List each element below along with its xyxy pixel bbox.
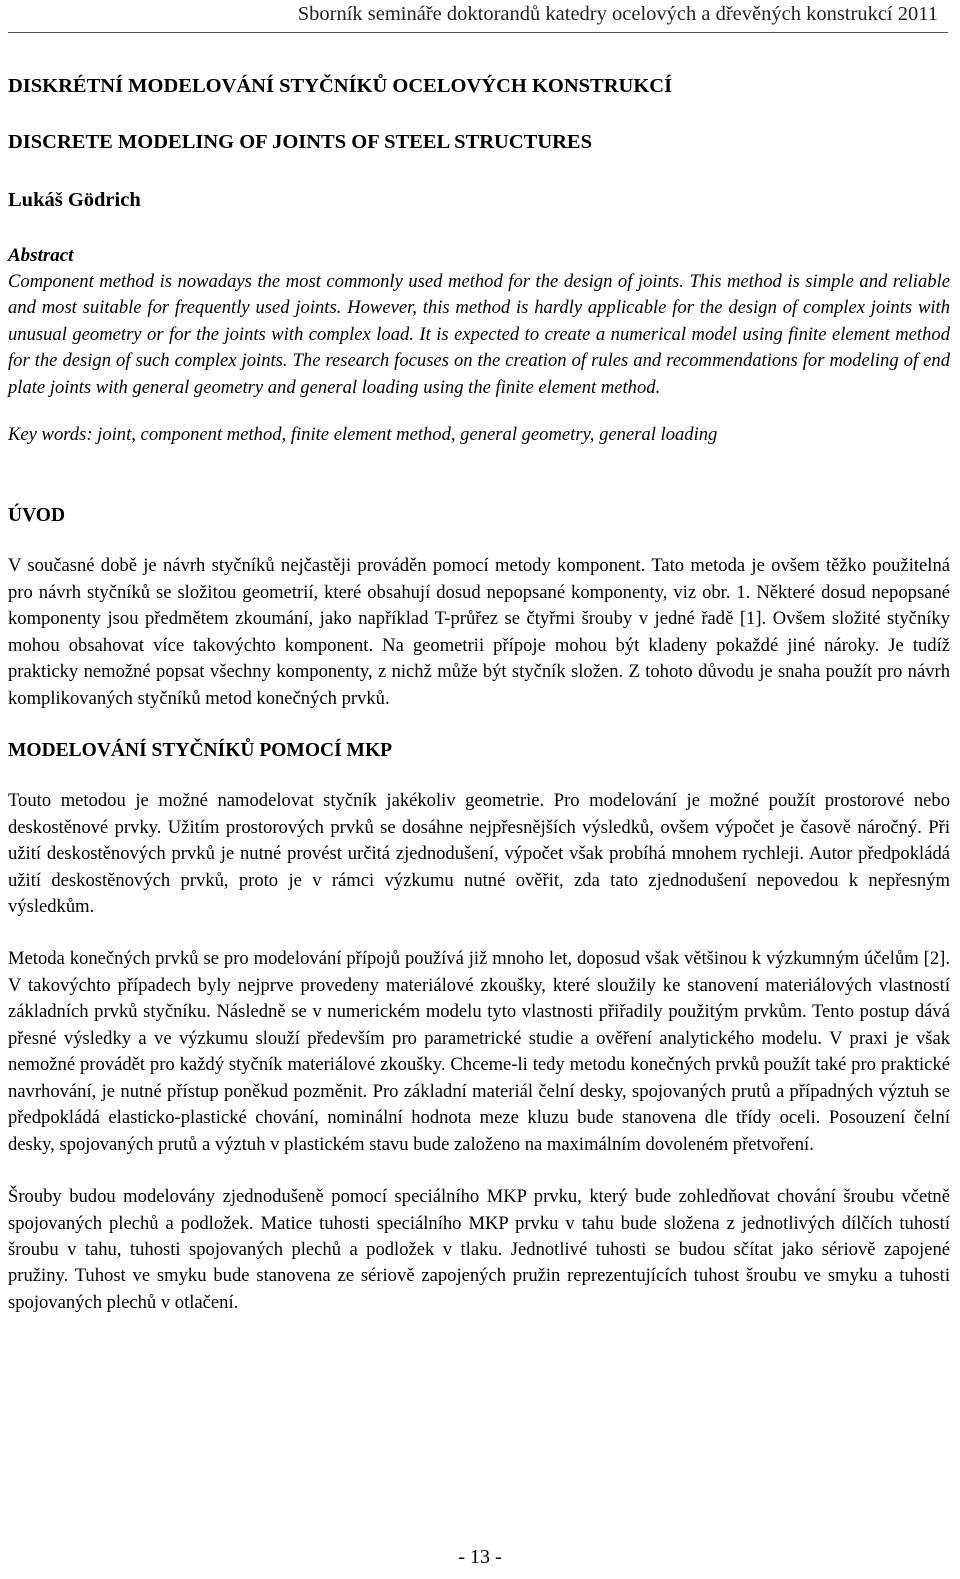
author-name: Lukáš Gödrich <box>8 189 141 211</box>
abstract-text: Component method is nowadays the most commonly used method for the design of joints. This method is simple and reliable and most suitable for frequently used joints. However, this method is hardly applicable for the design of complex joints with unusual geometry or for the joints with complex load. It is expected to create a numerical model using finite element method for the design of such complex joints. The research focuses on the creation of rules and recommendations for modeling of end plate joints with general geometry and general loading using the finite element method. <box>8 271 950 398</box>
running-header: Sborník semináře doktorandů katedry ocelových a dřevěných konstrukcí 2011 <box>297 3 938 25</box>
paragraph-uvod: V současné době je návrh styčníků nejčastěji prováděn pomocí metody komponent. Tato metoda je ovšem těžko použitelná pro návrh styčníků se složitou geometrií, které obsahují dosud nepopsané komponenty, viz obr. 1. Některé dosud nepopsané komponenty jsou předmětem zkoumání, jako například T-průřez se čtyřmi šrouby v jedné řadě [1]. Ovšem složité styčníky mohou obsahovat více takovýchto komponent. Na geometrii přípoje mohou být kladeny pokaždé jiné nároky. Je tudíž prakticky nemožné popsat všechny komponenty, z nichž může být styčník složen. Z tohoto důvodu je snaha použít pro návrh komplikovaných styčníků metod konečných prvků. <box>8 555 950 709</box>
article-title-czech: DISKRÉTNÍ MODELOVÁNÍ STYČNÍKŮ OCELOVÝCH KONSTRUKCÍ <box>8 75 673 97</box>
keywords: Key words: joint, component method, finite element method, general geometry, general loading <box>8 424 718 446</box>
page-number: - 13 - <box>458 1546 502 1568</box>
header-rule <box>8 32 948 33</box>
paragraph-mkp-3: Šrouby budou modelovány zjednodušeně pomocí speciálního MKP prvku, který bude zohledňovat chování šroubu včetně spojovaných plechů a podložek. Matice tuhosti speciálního MKP prvku v tahu bude složena z jednotlivých dílčích tuhostí šroubu v tahu, tuhosti spojovaných plechů a podložek v tlaku. Jednotlivé tuhosti se budou sčítat jako sériově zapojené pružiny. Tuhost ve smyku bude stanovena ze sériově zapojených pružin reprezentujících tuhost šroubu ve smyku a tuhosti spojovaných plechů v otlačení. <box>8 1186 950 1313</box>
article-title-english: DISCRETE MODELING OF JOINTS OF STEEL STRUCTURES <box>8 131 593 153</box>
abstract-heading: Abstract <box>8 245 74 266</box>
section-heading-uvod: ÚVOD <box>8 505 66 527</box>
article-body <box>8 72 950 1316</box>
section-heading-mkp: MODELOVÁNÍ STYČNÍKŮ POMOCÍ MKP <box>8 740 393 762</box>
paragraph-mkp-1: Touto metodou je možné namodelovat styčník jakékoliv geometrie. Pro modelování je možné použít prostorové nebo deskostěnové prvky. Užitím prostorových prvků se dosáhne nejpřesnějších výsledků, ovšem výpočet je časově náročný. Při užití deskostěnových prvků je nutné provést určitá zjednodušení, výpočet však probíhá mnohem rychleji. Autor předpokládá užití deskostěnových prvků, proto je v rámci výzkumu nutné ověřit, zda tato zjednodušení nepovedou k nepřesným výsledkům. <box>8 790 950 917</box>
paragraph-mkp-2: Metoda konečných prvků se pro modelování přípojů používá již mnoho let, doposud však většinou k výzkumným účelům [2]. V takovýchto případech byly nejprve provedeny materiálové zkoušky, které sloužily ke stanovení materiálových vlastností základních prvků styčníku. Následně se v numerickém modelu tyto vlastnosti přiřadily použitým prvkům. Tento postup dává přesné výsledky a ve výzkumu slouží především pro parametrické studie a ověření analytického modelu. V praxi je však nemožné provádět pro každý styčník materiálové zkoušky. Chceme-li tedy metodu konečných prvků použít také pro praktické navrhování, je nutné přístup poněkud pozměnit. Pro základní materiál čelní desky, spojovaných prutů a případných výztuh se předpokládá elasticko-plastické chování, nominální hodnota meze kluzu bude stanovena dle třídy oceli. Posouzení čelní desky, spojovaných prutů a výztuh v plastickém stavu bude založeno na maximálním dovoleném přetvoření. <box>8 948 950 1155</box>
